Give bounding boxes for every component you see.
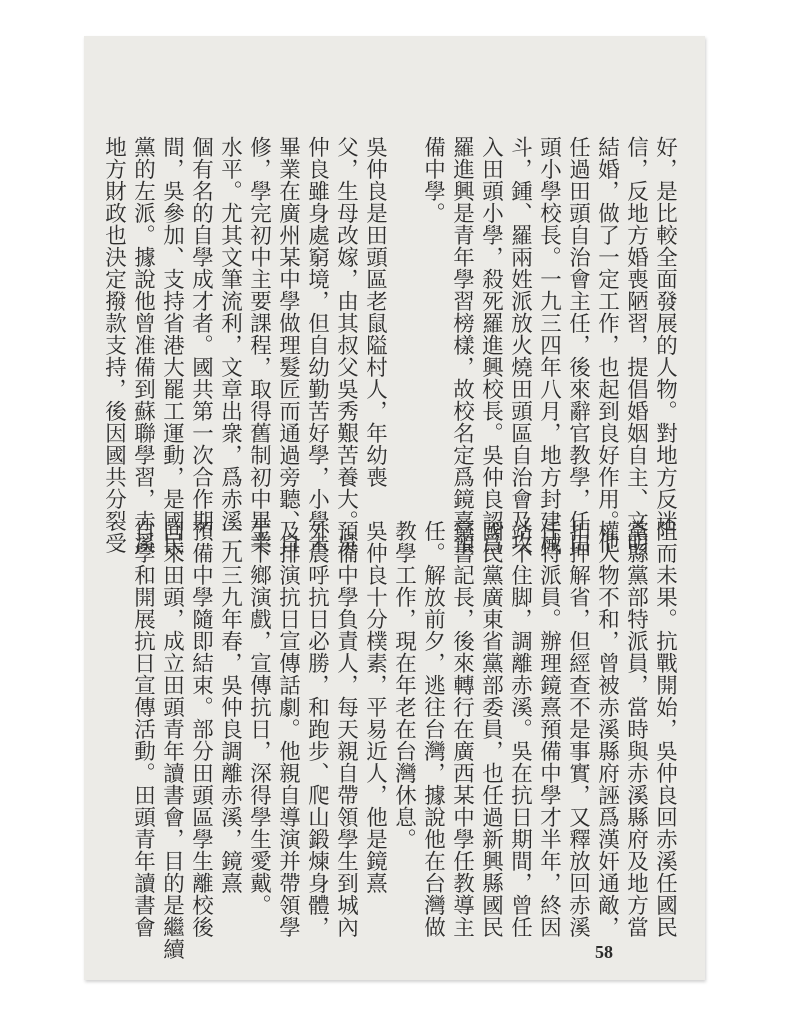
text-column: 結婚，做了一定工作，也起到良好作用。他 — [594, 136, 620, 554]
text-column: 任特派員。辦理鏡熹預備中學才半年，終因 — [536, 520, 562, 938]
text-column: 及排演抗日宣傳話劇。他親自導演并帶領學 — [275, 520, 301, 938]
text-column: 水平。尤其文筆流利，文章出衆，爲赤溪一 — [217, 136, 243, 554]
text-column: 國民黨廣東省黨部委員，也任過新興縣國民 — [478, 520, 504, 938]
text-column: 一九三九年春，吳仲良調離赤溪，鏡熹 — [217, 520, 243, 894]
text-column: 預備中學隨即結束。部分田頭區學生離校後 — [188, 520, 214, 938]
text-column: 信，反地方婚喪陋習，提倡婚姻自主、文明 — [623, 136, 649, 554]
text-column: 頭小學校長。一九三四年八月，地方封建械 — [536, 136, 562, 554]
text-column: 教學工作，現在年老在台灣休息。 — [391, 520, 417, 850]
text-column: 吳仲良十分樸素，平易近人，他是鏡熹 — [362, 520, 388, 894]
text-column: 權人物不和，曾被赤溪縣府誣爲漢奸通敵， — [594, 520, 620, 938]
text-column: 間，吳參加、支持省港大罷工運動，是國民 — [159, 136, 185, 554]
text-column: 任過田頭自治會主任，後來辭官教學，任田 — [565, 136, 591, 554]
text-column: 個有名的自學成才者。國共第一次合作期 — [188, 136, 214, 532]
text-column: 備中學。 — [420, 136, 446, 224]
text-column: 仲良雖身處窮境，但自幼勤苦好學，小學未 — [304, 136, 330, 554]
text-column: 自學和開展抗日宣傳活動。田頭青年讀書會 — [130, 520, 156, 938]
text-column: 吳仲良是田頭區老鼠隘村人，年幼喪 — [362, 136, 388, 488]
text-column: 入田頭小學，殺死羅進興校長。吳仲良認爲 — [478, 136, 504, 554]
text-column: 黨的左派。據說他曾准備到蘇聯學習，赤溪 — [130, 136, 156, 554]
text-column: 修，學完初中主要課程，取得舊制初中畢業 — [246, 136, 272, 554]
text-column: 生下鄉演戲，宣傳抗日，深得學生愛戴。 — [246, 520, 272, 916]
text-column: 阻而未果。抗戰開始，吳仲良回赤溪任國民 — [652, 520, 678, 938]
book-page — [84, 36, 705, 980]
text-column: 外晨呼抗日必勝，和跑步、爬山鍛煉身體， — [304, 520, 330, 938]
page-number: 58 — [595, 942, 613, 962]
text-column: 回來田頭，成立田頭青年讀書會，目的是繼續 — [159, 520, 185, 960]
text-column: 預備中學負責人，每天親自帶領學生到城內 — [333, 520, 359, 938]
text-column: 站不住脚，調離赤溪。吳在抗日期間，曾任 — [507, 520, 533, 938]
text-column: 任。解放前夕，逃往台灣，據說他在台灣做 — [420, 520, 446, 938]
text-column: 地方財政也決定撥款支持，後因國共分裂受 — [101, 136, 127, 554]
text-column: 畢業在廣州某中學做理髮匠而通過旁聽、自 — [275, 136, 301, 554]
text-column: 好，是比較全面發展的人物。對地方反迷 — [652, 136, 678, 532]
text-column: 扣押解省，但經查不是事實，又釋放回赤溪 — [565, 520, 591, 938]
text-column: 斗，鍾、羅兩姓派放火燒田頭區自治會及攻 — [507, 136, 533, 554]
text-column: 黨書記長，後來轉行在廣西某中學任教導主 — [449, 520, 475, 938]
text-column: 羅進興是青年學習榜樣，故校名定爲鏡熹預 — [449, 136, 475, 554]
text-column: 黨縣黨部特派員，當時與赤溪縣府及地方當 — [623, 520, 649, 938]
text-column: 父，生母改嫁，由其叔父吳秀艱苦養大。吳 — [333, 136, 359, 554]
